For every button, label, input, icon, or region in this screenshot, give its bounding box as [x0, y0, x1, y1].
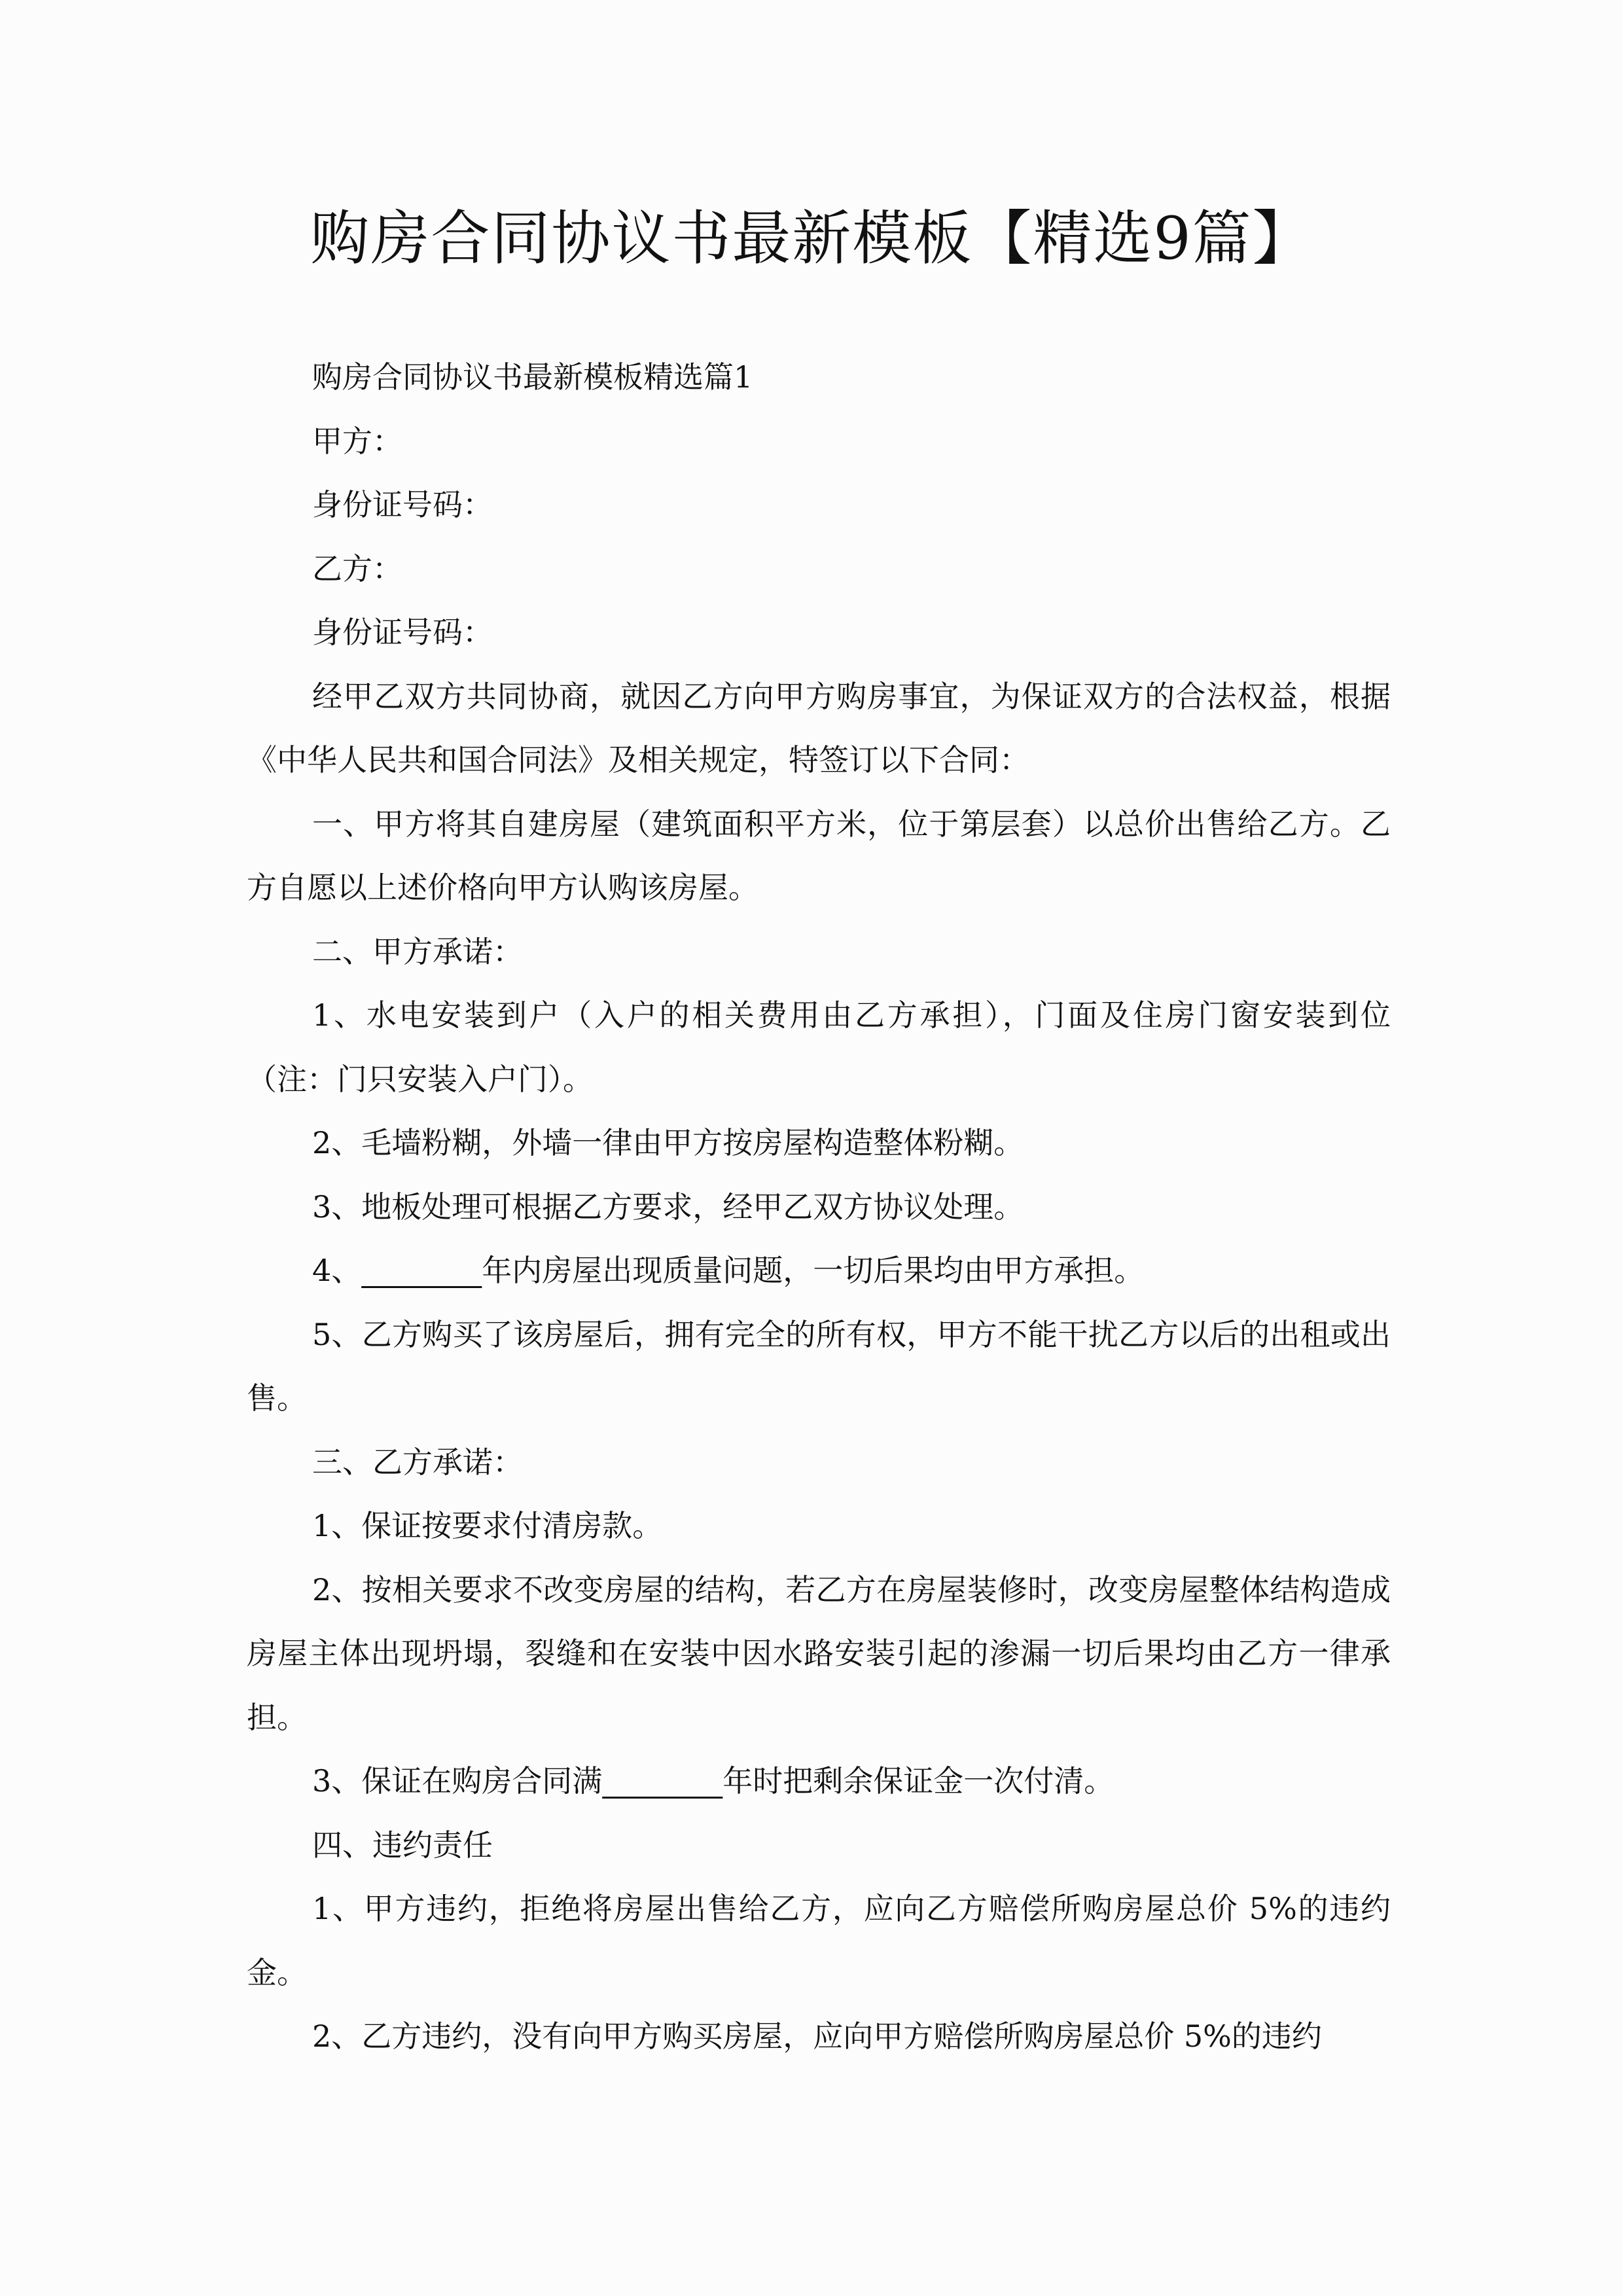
- clause-2-item-5: 5、乙方购买了该房屋后，拥有完全的所有权，甲方不能干扰乙方以后的出租或出售。: [247, 1316, 1391, 1416]
- fill-in-blank-years: ________: [361, 1253, 482, 1288]
- section-heading: 购房合同协议书最新模板精选篇1: [312, 359, 753, 395]
- party-a-id-label: 身份证号码：: [312, 487, 493, 522]
- clause-3-item-3: [247, 1749, 1391, 1814]
- document-body: [247, 346, 1391, 2069]
- clause-4-item-1: 1、甲方违约，拒绝将房屋出售给乙方，应向乙方赔偿所购房屋总价 5%的违约金。: [247, 1891, 1391, 1990]
- clause-3-heading: 三、乙方承诺：: [312, 1444, 523, 1480]
- clause-2-item-4-suffix: 年内房屋出现质量问题，一切后果均由甲方承担。: [482, 1253, 1145, 1288]
- clause-3-item-2: 2、按相关要求不改变房屋的结构，若乙方在房屋装修时，改变房屋整体结构造成房屋主体出现坍塌，裂缝和在安装中因水路安装引起的渗漏一切后果均由乙方一律承担。: [247, 1571, 1391, 1735]
- clause-1-paragraph: 一、甲方将其自建房屋（建筑面积平方米，位于第层套）以总价出售给乙方。乙方自愿以上述价格向甲方认购该房屋。: [247, 806, 1391, 905]
- clause-4-heading: 四、违约责任: [312, 1827, 493, 1863]
- clause-3-item-3-prefix: 3、保证在购房合同满: [312, 1763, 603, 1799]
- party-a-label: 甲方：: [312, 423, 402, 459]
- party-b-id-label: 身份证号码：: [312, 615, 493, 650]
- clause-2-item-4-prefix: 4、: [312, 1253, 362, 1288]
- clause-2-item-2: 2、毛墙粉糊，外墙一律由甲方按房屋构造整体粉糊。: [312, 1125, 1024, 1160]
- clause-2-item-4: [247, 1239, 1391, 1303]
- clause-2-item-1: 1、水电安装到户（入户的相关费用由乙方承担），门面及住房门窗安装到位（注：门只安装入户门）。: [247, 997, 1391, 1097]
- party-b-label: 乙方：: [312, 550, 402, 586]
- clause-2-heading: 二、甲方承诺：: [312, 933, 523, 969]
- clause-3-item-3-suffix: 年时把剩余保证金一次付清。: [722, 1763, 1115, 1799]
- clause-4-item-2: 2、乙方违约，没有向甲方购买房屋，应向甲方赔偿所购房屋总价 5%的违约: [312, 2018, 1322, 2054]
- document-title: 购房合同协议书最新模板【精选9篇】: [310, 204, 1313, 273]
- preamble-paragraph: 经甲乙双方共同协商，就因乙方向甲方购房事宜，为保证双方的合法权益，根据《中华人民共和国合同法》及相关规定，特签订以下合同：: [247, 678, 1391, 778]
- fill-in-blank-contract-years: ________: [602, 1763, 723, 1799]
- clause-2-item-3: 3、地板处理可根据乙方要求，经甲乙双方协议处理。: [312, 1189, 1024, 1225]
- clause-3-item-1: 1、保证按要求付清房款。: [312, 1508, 663, 1543]
